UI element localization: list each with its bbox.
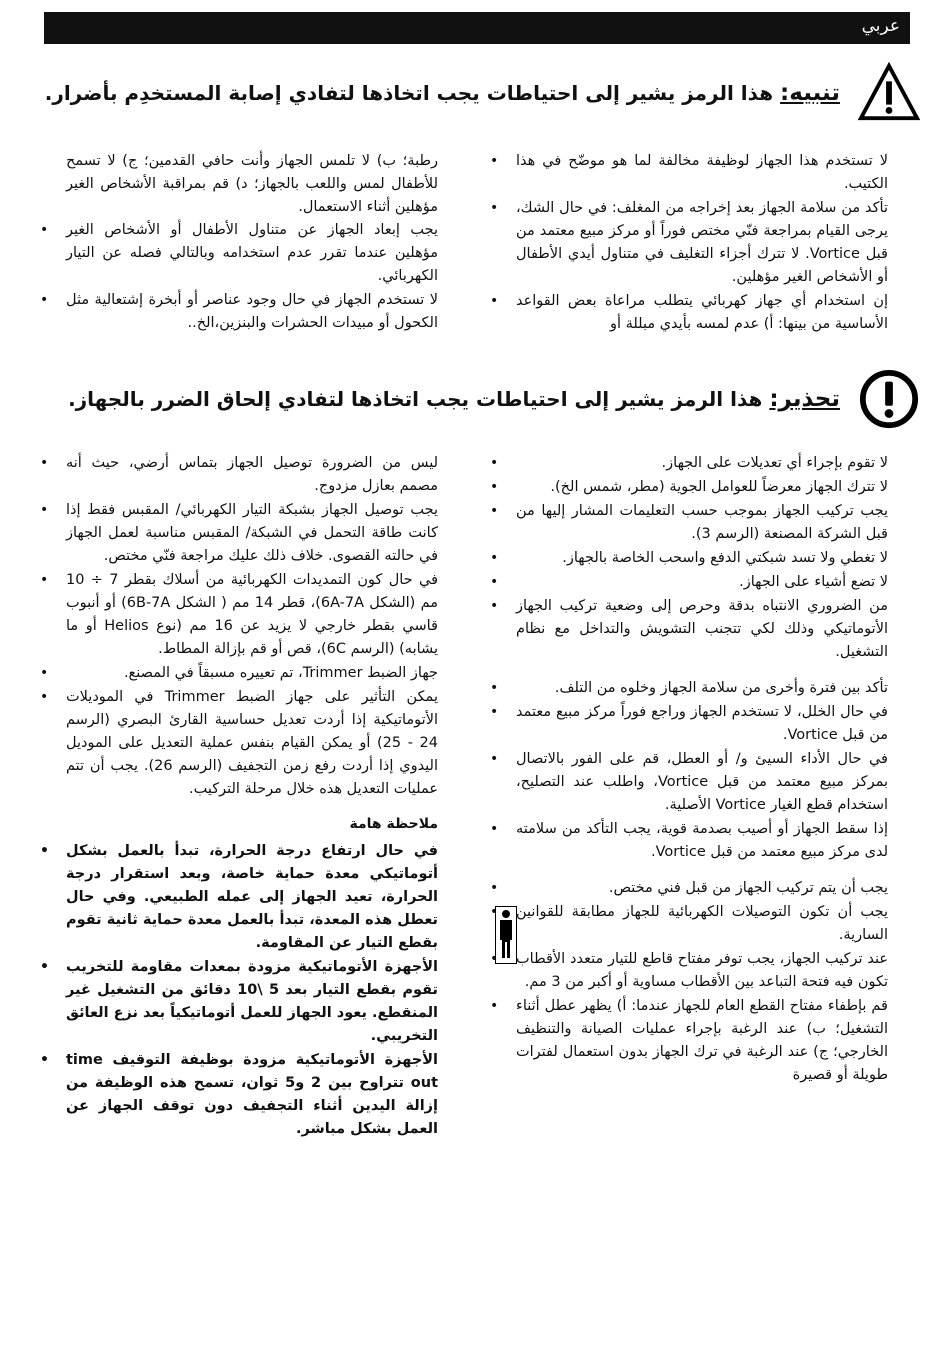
list-item: لا تغطي ولا تسد شبكتي الدفع واسحب الخاصة بالجهاز. •: [490, 547, 910, 570]
list-item: يجب تركيب الجهاز بموجب حسب التعليمات المشار إليها من قبل الشركة المصنعة (الرسم 3). •: [490, 500, 910, 546]
warning-lead: تحذير:: [769, 386, 840, 412]
list-item: لا تقوم بإجراء أي تعديلات على الجهاز. •: [490, 452, 910, 475]
warning-heading: [60, 368, 920, 430]
list-item: يمكن التأثير على جهاز الضبط Trimmer في الموديلات الأتوماتيكية إذا أردت تعديل حساسية القارئ البصري (الرسم 24 - 25) أو يمكن القيام بنفس عملية التعديل على الموديل اليدوي إذا أردت رفع زمن التجفيف (الرسم 26). يجب أن تتم عمليات التعديل هذه خلال مرحلة التركيب. •: [40, 686, 460, 801]
paragraph-continuation: رطبة؛ ب) لا تلمس الجهاز وأنت حافي القدمين؛ ج) لا تسمح للأطفال لمس واللعب بالجهاز؛ د) قم بمراقبة الأشخاص الغير مؤهلين أثناء الاستعمال.: [66, 153, 438, 215]
list-item: من الضروري الانتباه بدقة وحرص إلى وضعية تركيب الجهاز الأتوماتيكي وذلك لكي تتجنب التشويش والتداخل مع نظام التشغيل. •: [490, 595, 910, 664]
language-header-bar: [44, 12, 910, 44]
list-item: يجب إبعاد الجهاز عن متناول الأطفال أو الأشخاص الغير مؤهلين عندما تقرر عدم استخدامه وبالتالي فصله عن التيار الكهربائي. •: [40, 219, 460, 288]
list-item: في حال الأداء السيئ و/ أو العطل، قم على الفور بالاتصال بمركز مبيع معتمد من قبل Vortice، واطلب عند التصليح، استخدام قطع الغيار Vortice الأصلية. •: [490, 748, 910, 817]
list-item: ليس من الضرورة توصيل الجهاز بتماس أرضي، حيث أنه مصمم بعازل مزدوج. •: [40, 452, 460, 498]
list-item: إذا سقط الجهاز أو أصيب بصدمة قوية، يجب التأكد من سلامته لدى مركز مبيع معتمد من قبل Vortice. •: [490, 818, 910, 864]
language-label: عربي: [861, 16, 900, 36]
caution-text: هذا الرمز يشير إلى احتياطات يجب اتخاذها لتفادي إصابة المستخدِم بأضرار.: [44, 81, 774, 105]
technician-person-icon: [495, 906, 517, 964]
list-item: لا تضع أشياء على الجهاز. •: [490, 571, 910, 594]
caution-right-column: [490, 150, 910, 337]
list-item: يجب أن تكون التوصيلات الكهربائية للجهاز مطابقة للقوانين السارية. •: [490, 901, 910, 947]
exclamation-circle-icon: [858, 368, 920, 430]
list-item: عند تركيب الجهاز، يجب توفر مفتاح قاطع للتيار متعدد الأقطاب تكون فيه فتحة التباعد بين الأقطاب مساوية أو أكبر من 3 مم. •: [490, 948, 910, 994]
list-item: تأكد بين فترة وأخرى من سلامة الجهاز وخلوه من التلف. •: [490, 677, 910, 700]
warning-triangle-icon: [858, 62, 920, 124]
list-item: يجب توصيل الجهاز بشبكة التيار الكهربائي/ المقبس فقط إذا كانت طاقة التحمل في الشبكة/ المقبس مناسبة لعمل الجهاز في حالته القصوى. خلاف ذلك عليك مراجعة فنّي مختص. •: [40, 499, 460, 568]
list-item: إن استخدام أي جهاز كهربائي يتطلب مراعاة بعض القواعد الأساسية من بينها: أ) عدم لمسه بأيدي مبللة أو •: [490, 290, 910, 336]
important-note-title: ملاحظة هامة: [349, 816, 438, 832]
warning-text: هذا الرمز يشير إلى احتياطات يجب اتخاذها لتفادي إلحاق الضرر بالجهاز.: [68, 387, 763, 411]
list-item: يجب أن يتم تركيب الجهاز من قبل فني مختص. •: [490, 877, 910, 900]
warning-left-column: [40, 452, 460, 1142]
list-item: جهاز الضبط Trimmer، تم تعييره مسبقاً في المصنع. •: [40, 662, 460, 685]
caution-left-column: [40, 150, 460, 336]
caution-lead: تنبيه:: [780, 80, 840, 106]
list-item: في حال ارتفاع درجة الحرارة، تبدأ بالعمل بشكل أتوماتيكي معدة حماية خاصة، وبعد استقرار درجة الحرارة، تعيد الجهاز إلى عمله الطبيعي. وفي حال تعطل هذه المعدة، تبدأ بالعمل معدة حماية ثانية تقوم بقطع التيار عن المقاومة. •: [40, 840, 460, 955]
list-item: لا تترك الجهاز معرضاً للعوامل الجوية (مطر، شمس الخ). •: [490, 476, 910, 499]
list-item: في حال الخلل، لا تستخدم الجهاز وراجع فوراً مركز مبيع معتمد من قبل Vortice. •: [490, 701, 910, 747]
list-item: الأجهزة الأتوماتيكية مزودة بوظيفة التوقيف time out تتراوح بين 2 و5 ثوان، تسمح هذه الوظيفة من إزالة اليدين أثناء التجفيف دون توقف الجهاز عن العمل بشكل مباشر. •: [40, 1049, 460, 1141]
list-item: الأجهزة الأتوماتيكية مزودة بمعدات مقاومة للتخريب تقوم بقطع التيار بعد 5 \10 دقائق من التشغيل غير المنقطع. يعود الجهاز للعمل أتوماتيكياً بعد نزع العائق التخريبي. •: [40, 956, 460, 1048]
list-item: قم بإطفاء مفتاح القطع العام للجهاز عندما: أ) يظهر عطل أثناء التشغيل؛ ب) عند الرغبة بإجراء عمليات الصيانة والتنظيف الخارجي؛ ج) عند الرغبة في ترك الجهاز بدون استعمال لفترات طويلة أو قصيرة •: [490, 995, 910, 1087]
list-item: لا تستخدم هذا الجهاز لوظيفة مخالفة لما هو موضّح في هذا الكتيب. •: [490, 150, 910, 196]
list-item: تأكد من سلامة الجهاز بعد إخراجه من المغلف: في حال الشك، يرجى القيام بمراجعة فنّي مختص فوراً أو مركز مبيع معتمد من قبل Vortice. لا تترك أجزاء التغليف في متناول أيدي الأطفال أو الأشخاص الغير مؤهلين. •: [490, 197, 910, 289]
list-item: لا تستخدم الجهاز في حال وجود عناصر أو أبخرة إشتعالية مثل الكحول أو مبيدات الحشرات والبنزين،الخ.. •: [40, 289, 460, 335]
list-item: في حال كون التمديدات الكهربائية من أسلاك بقطر 7 ÷ 10 مم (الشكل 6A-7A)، قطر 14 مم ( الشكل 6B-7A) أو أنبوب قاسي بقطر خارجي لا يزيد عن 16 مم (نوع Helios أو ما يشابه) (الرسم 6C)، قص أو قم بإزالة المطاط. •: [40, 569, 460, 661]
warning-right-column: [490, 452, 910, 1088]
caution-heading: [44, 62, 920, 124]
